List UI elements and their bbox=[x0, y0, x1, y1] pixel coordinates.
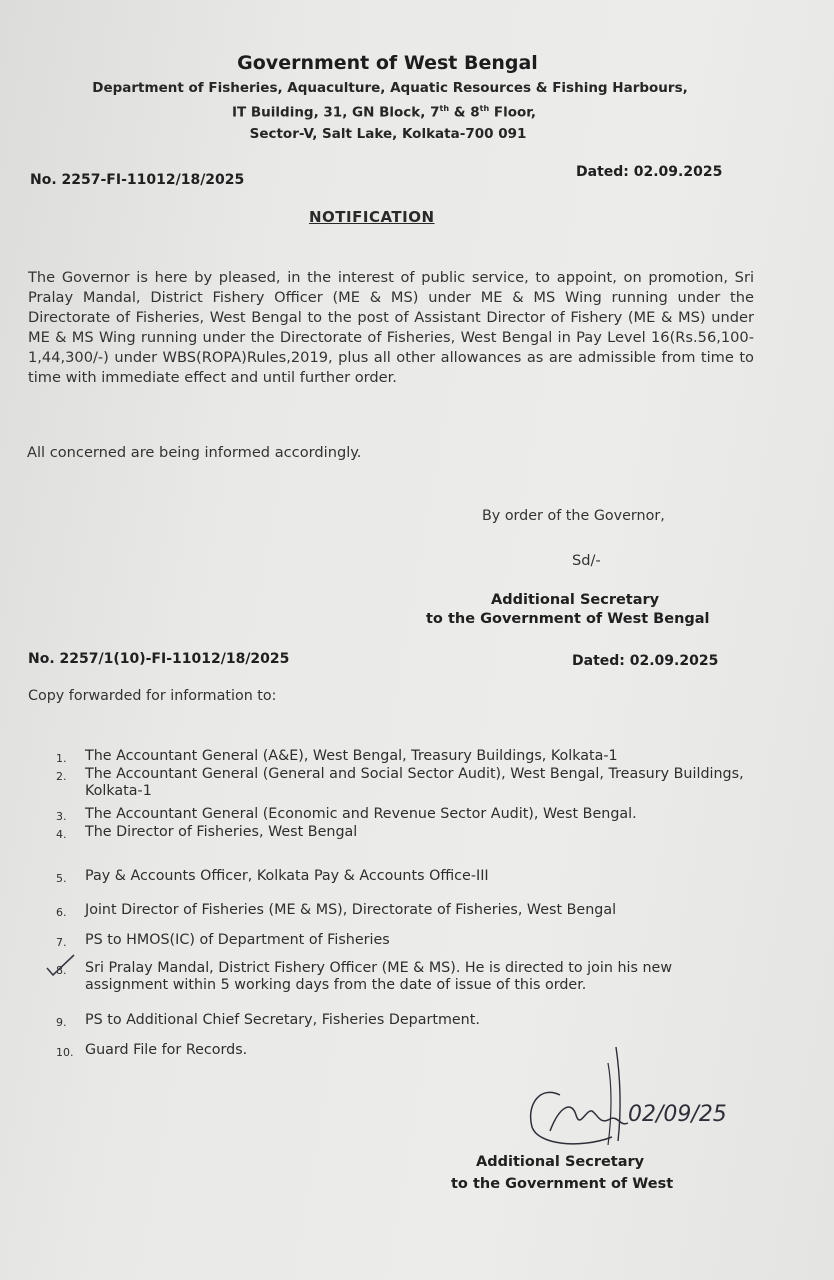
list-item: 9. PS to Additional Chief Secretary, Fisheries Department. bbox=[56, 1012, 480, 1029]
list-item: 5. Pay & Accounts Officer, Kolkata Pay & Accounts Office-III bbox=[56, 868, 489, 885]
address-line-2: Sector-V, Salt Lake, Kolkata-700 091 bbox=[249, 126, 527, 142]
department-name: Department of Fisheries, Aquaculture, Aquatic Resources & Fishing Harbours, bbox=[92, 80, 688, 96]
signatory-designation-1: Additional Secretary bbox=[476, 1154, 645, 1170]
signatory-designation-2: to the Government of West bbox=[451, 1176, 674, 1192]
list-item: 3. The Accountant General (Economic and Revenue Sector Audit), West Bengal. bbox=[56, 806, 637, 823]
designation-line-1: Additional Secretary bbox=[491, 592, 660, 608]
handwritten-signature-icon bbox=[520, 1045, 760, 1155]
letterhead-title: Government of West Bengal bbox=[237, 52, 538, 74]
copy-forwarded-text: Copy forwarded for information to: bbox=[28, 688, 277, 704]
notification-number: No. 2257-FI-11012/18/2025 bbox=[30, 172, 245, 188]
handwritten-date: 02/09/25 bbox=[628, 1102, 727, 1127]
tick-mark-icon bbox=[44, 952, 78, 978]
list-item: 6. Joint Director of Fisheries (ME & MS), Directorate of Fisheries, West Bengal bbox=[56, 902, 617, 919]
by-order-text: By order of the Governor, bbox=[482, 508, 665, 524]
list-item: 8. Sri Pralay Mandal, District Fishery Officer (ME & MS). He is directed to join his new assignment within 5 working days from the date of issue of this order. bbox=[56, 960, 673, 993]
memo-number: No. 2257/1(10)-FI-11012/18/2025 bbox=[28, 651, 290, 667]
list-item: 1. The Accountant General (A&E), West Bengal, Treasury Buildings, Kolkata-1 bbox=[56, 748, 618, 765]
list-item: 7. PS to HMOS(IC) of Department of Fisheries bbox=[56, 932, 390, 949]
notification-body: The Governor is here by pleased, in the interest of public service, to appoint, on promotion, Sri Pralay Mandal, District Fishery Officer (ME & MS) under ME & MS Wing running under the Directorate of Fisheries, West Bengal to the post of Assistant Director of Fishery (ME & MS) under ME & MS Wing running under the Directorate of Fisheries, West Bengal in Pay Level 16(Rs.56,100-1,44,300/-) under WBS(ROPA)Rules,2019, plus all other allowances as are admissible from time to time with immediate effect and until further order. bbox=[28, 269, 754, 386]
concerned-informed-text: All concerned are being informed accordingly. bbox=[27, 444, 362, 461]
address-line-1: IT Building, 31, GN Block, 7th & 8th Floor, bbox=[231, 104, 537, 121]
list-item: 10. Guard File for Records. bbox=[56, 1042, 248, 1059]
memo-date: Dated: 02.09.2025 bbox=[572, 653, 719, 669]
sd-text: Sd/- bbox=[572, 552, 601, 569]
notification-heading: NOTIFICATION bbox=[309, 208, 435, 226]
notification-date: Dated: 02.09.2025 bbox=[576, 164, 723, 180]
list-item: 2. The Accountant General (General and Social Sector Audit), West Bengal, Treasury Buildings, Kolkata-1 bbox=[56, 766, 744, 799]
designation-line-2: to the Government of West Bengal bbox=[426, 611, 710, 627]
list-item: 4. The Director of Fisheries, West Bengal bbox=[56, 824, 358, 841]
